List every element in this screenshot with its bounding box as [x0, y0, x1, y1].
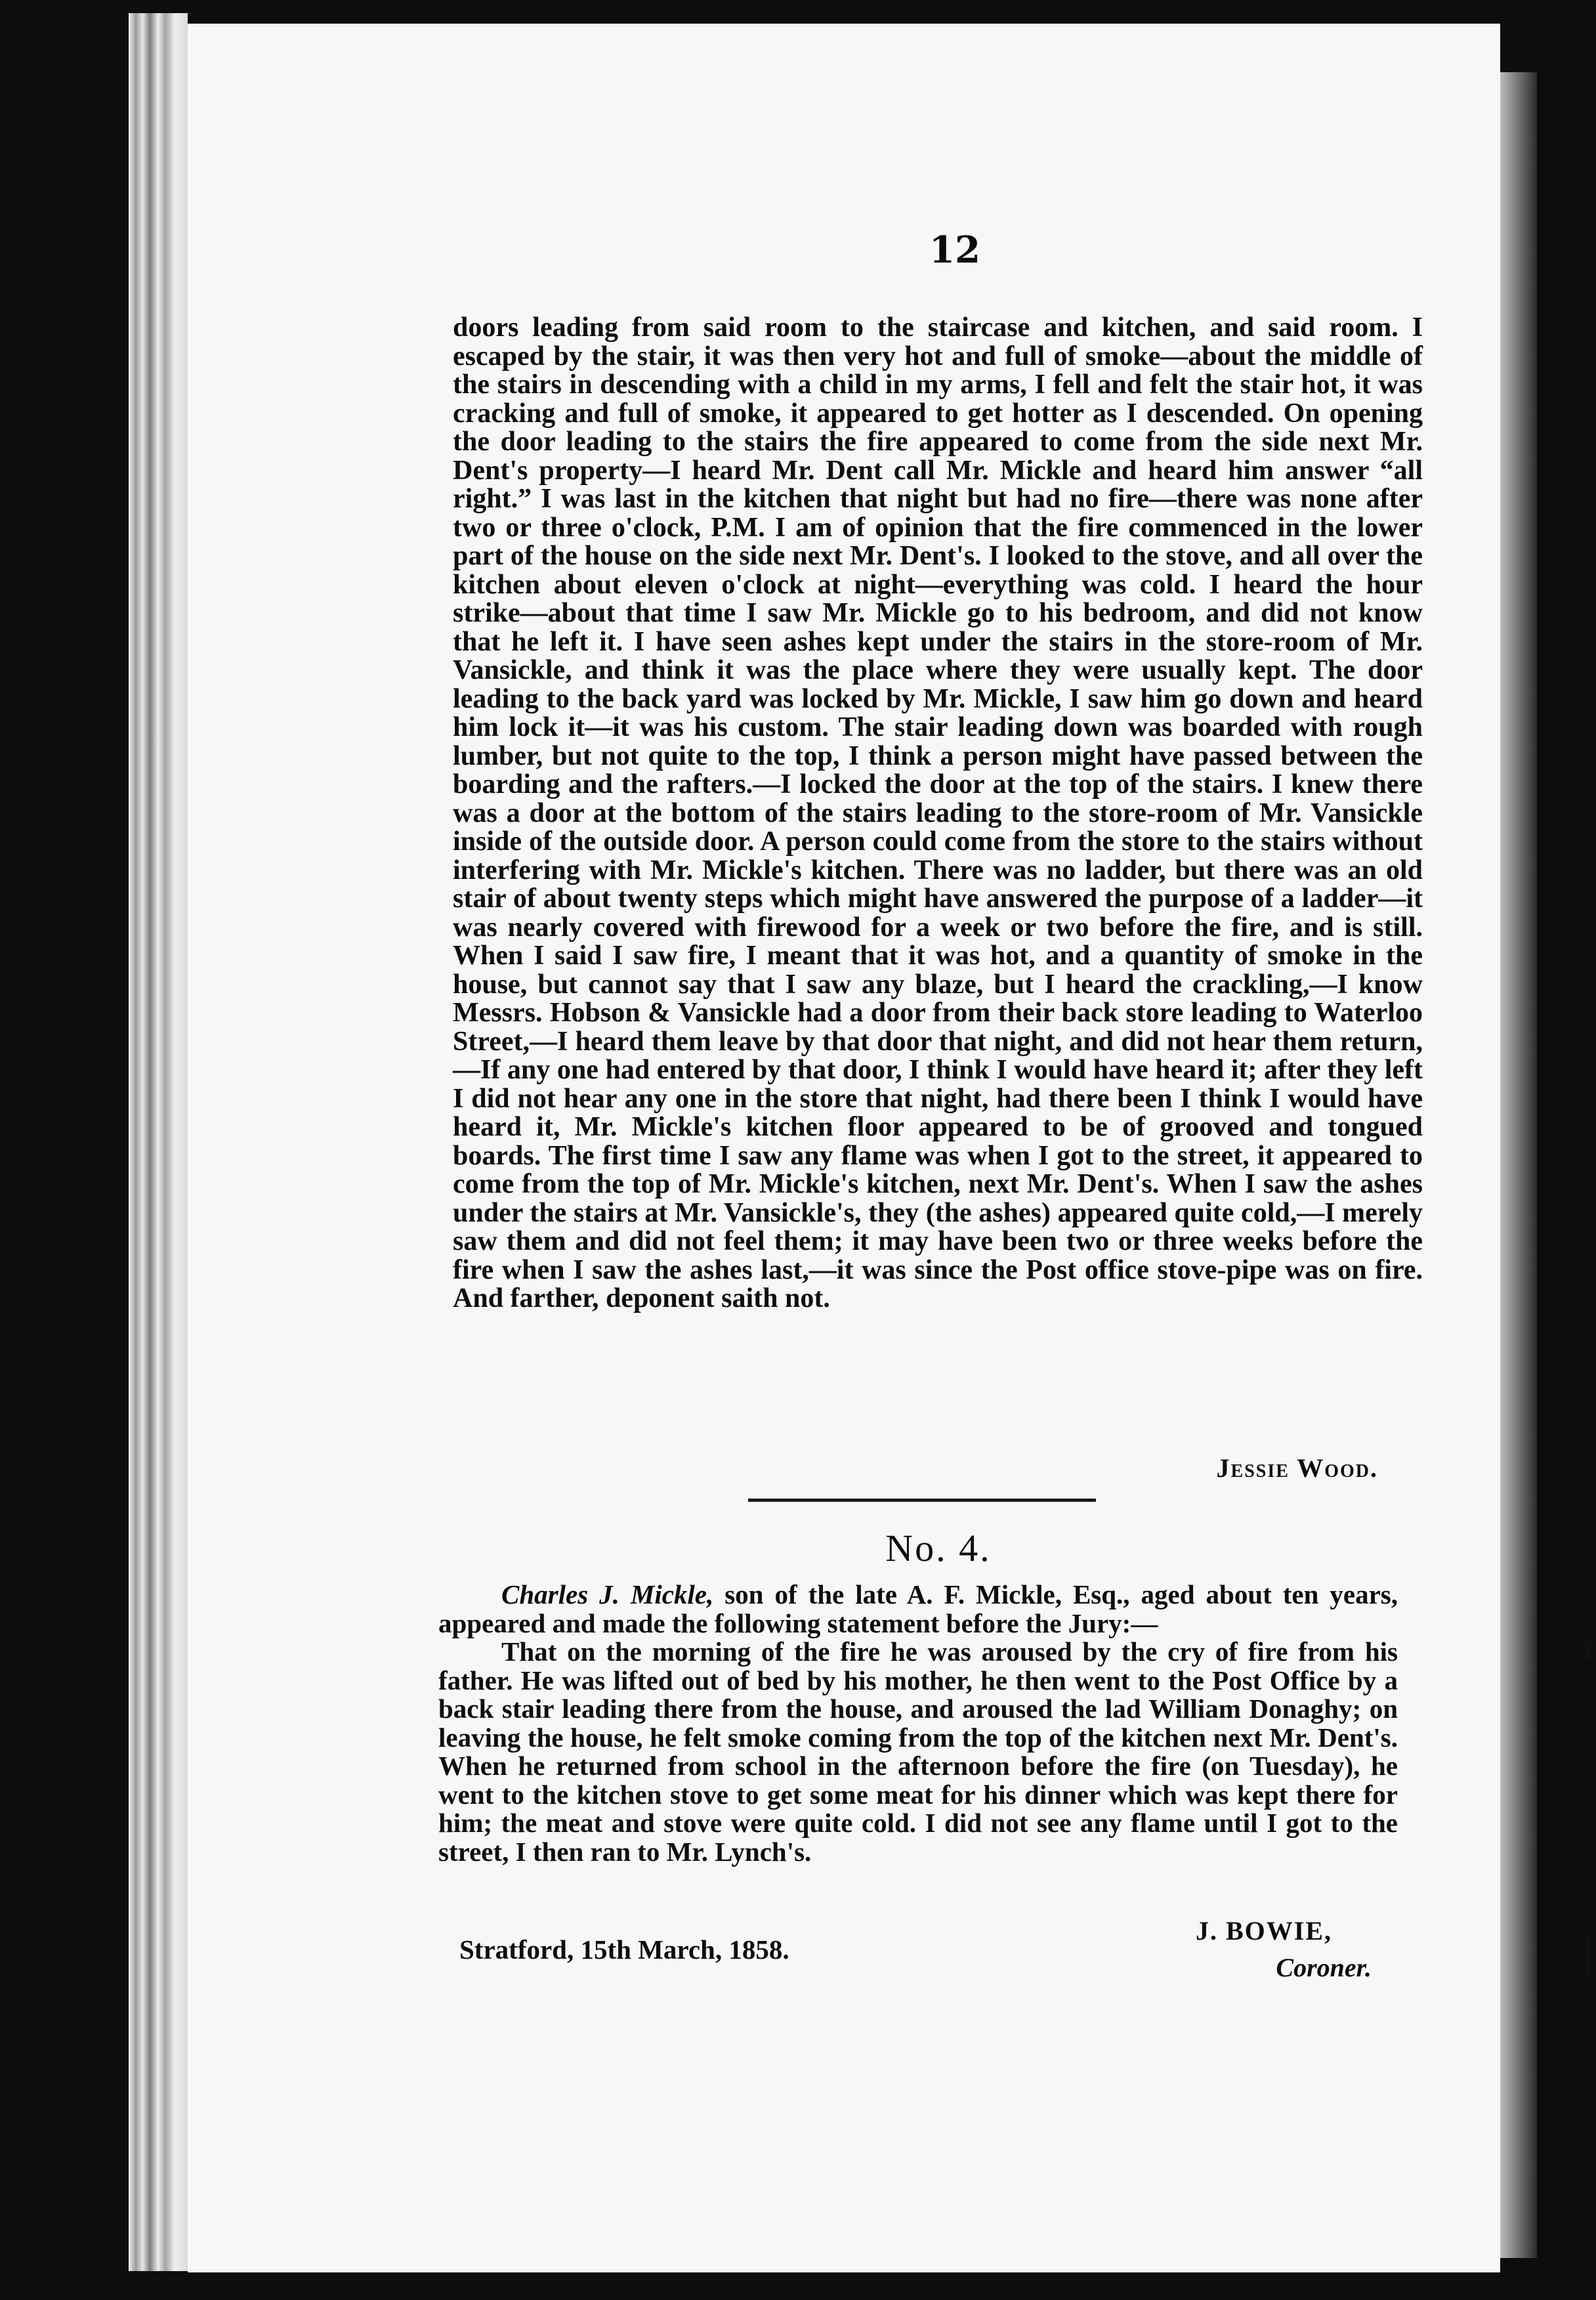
deponent-signature: Jessie Wood.	[1216, 1453, 1378, 1483]
place-date: Stratford, 15th March, 1858.	[459, 1934, 789, 1965]
intro-paragraph	[438, 1581, 1398, 1638]
section-body	[438, 1581, 1398, 1866]
scan-edge-mark	[1585, 1936, 1591, 1976]
page-gutter-shadow	[1500, 72, 1537, 2258]
section-heading: No. 4.	[885, 1527, 992, 1569]
coroner-title: Coroner.	[1276, 1953, 1372, 1982]
statement-paragraph: That on the morning of the fire he was aroused by the cry of fire from his father. He was lifted out of bed by his mother, he then went to the Post Office by a back stair leading there from the house, and aroused the lad William Donaghy; on leaving the house, he felt smoke coming from the top of the kitchen next Mr. Dent's. When he returned from school in the afternoon before the fire (on Tuesday), he went to the kitchen stove to get some meat for his dinner which was kept there for him; the meat and stove were quite cold. I did not see any flame until I got to the street, I then ran to Mr. Lynch's.	[438, 1636, 1398, 1867]
section-divider	[748, 1499, 1096, 1502]
scan-edge-mark	[1585, 1641, 1591, 1659]
coroner-name: J. BOWIE,	[1195, 1916, 1332, 1946]
page-number: 12	[929, 228, 980, 272]
testimony-paragraph: doors leading from said room to the staircase and kitchen, and said room. I escaped by the stair, it was then very hot and full of smoke—about the middle of the stairs in descending with a child in my arms, I fell and felt the stair hot, it was cracking and full of smoke, it appeared to get hotter as I descended. On opening the door leading to the stairs the fire appeared to come from the side next Mr. Dent's property—I heard Mr. Dent call Mr. Mickle and heard him answer “all right.” I was last in the kitchen that night but had no fire—there was none after two or three o'clock, P.M. I am of opinion that the fire commenced in the lower part of the house on the side next Mr. Dent's. I looked to the stove, and all over the kitchen about eleven o'clock at night—everything was cold. I heard the hour strike—about that time I saw Mr. Mickle go to his bedroom, and did not know that he left it. I have seen ashes kept under the stairs in the store-room of Mr. Vansickle, and think it was the place where they were usually kept. The door leading to the back yard was locked by Mr. Mickle, I saw him go down and heard him lock it—it was his custom. The stair leading down was boarded with rough lumber, but not quite to the top, I think a person might have passed between the boarding and the rafters.—I locked the door at the top of the stairs. I knew there was a door at the bottom of the stairs leading to the store-room of Mr. Vansickle inside of the outside door. A person could come from the store to the stairs without interfering with Mr. Mickle's kitchen. There was no ladder, but there was an old stair of about twenty steps which might have answered the purpose of a ladder—it was nearly covered with firewood for a week or two before the fire, and is still. When I said I saw fire, I meant that it was hot, and a quantity of smoke in the house, but cannot say that I saw any blaze, but I heard the crackling,—I know Messrs. Hobson & Vansickle had a door from their back store leading to Waterloo Street,—I heard them leave by that door that night, and did not hear them return,—If any one had entered by that door, I think I would have heard it; after they left I did not hear any one in the store that night, had there been I think I would have heard it, Mr. Mickle's kitchen floor appeared to be of grooved and tongued boards. The first time I saw any flame was when I got to the street, it appeared to come from the top of Mr. Mickle's kitchen, next Mr. Dent's. When I saw the ashes under the stairs at Mr. Vansickle's, they (the ashes) appeared quite cold,—I merely saw them and did not feel them; it may have been two or three weeks before the fire when I saw the ashes last,—it was since the Post office stove-pipe was on fire. And farther, deponent saith not.	[453, 312, 1423, 1313]
witness-name: Charles J. Mickle,	[501, 1579, 714, 1609]
book-page-edge	[129, 13, 188, 2271]
intro-text: son of the late A. F. Mickle, Esq., aged about ten years, appeared and made the following statement before the Jury:—	[438, 1579, 1398, 1638]
